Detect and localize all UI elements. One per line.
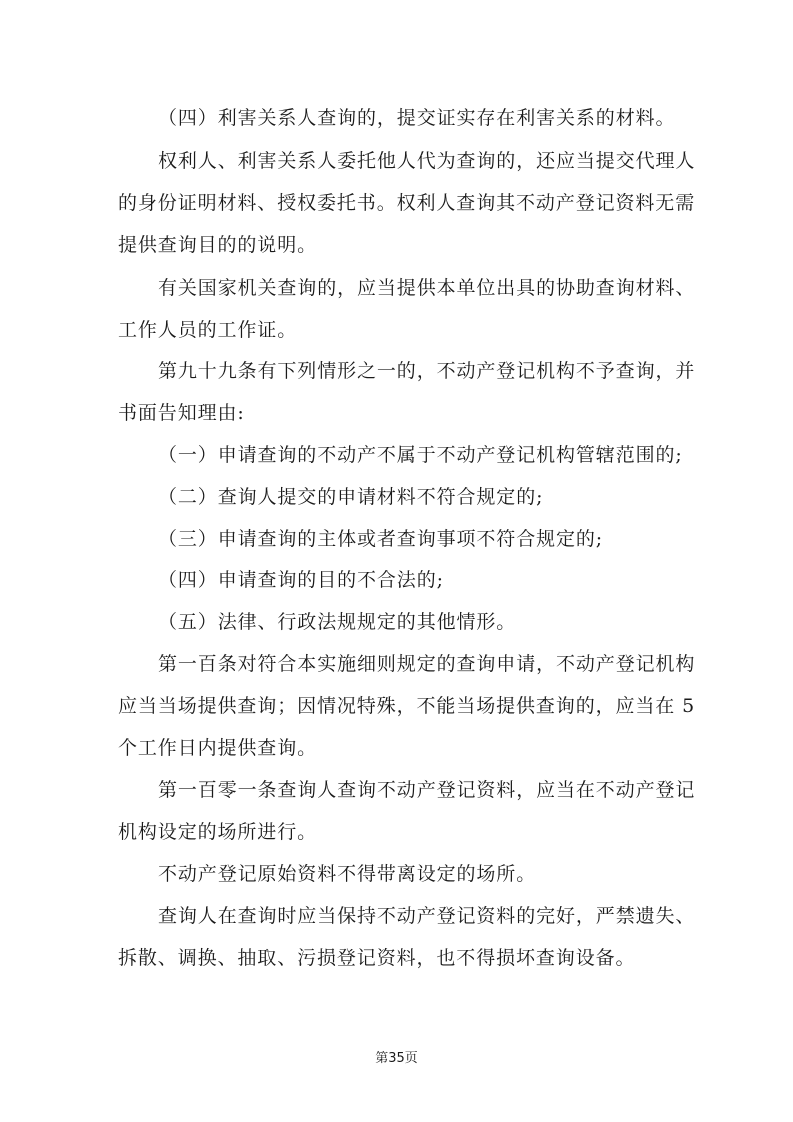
text-line: （四）利害关系人查询的，提交证实存在利害关系的材料。 [158, 107, 676, 129]
text-line: 的身份证明材料、授权委托书。权利人查询其不动产登记资料无需 [118, 192, 696, 214]
text-line: 查询人在查询时应当保持不动产登记资料的完好，严禁遗失、 [158, 905, 696, 927]
text-line: （二）查询人提交的申请材料不符合规定的; [158, 486, 544, 508]
text-line: 权利人、利害关系人委托他人代为查询的，还应当提交代理人 [158, 150, 696, 172]
text-line: 有关国家机关查询的，应当提供本单位出具的协助查询材料、 [158, 277, 696, 299]
text-line: （五）法律、行政法规规定的其他情形。 [158, 611, 517, 633]
text-line: （三）申请查询的主体或者查询事项不符合规定的; [158, 528, 604, 550]
page-number: 第35页 [375, 1051, 418, 1066]
text-line: 个工作日内提供查询。 [118, 737, 318, 759]
text-line: 应当当场提供查询；因情况特殊，不能当场提供查询的，应当在 5 [118, 695, 696, 717]
text-line: 机构设定的场所进行。 [118, 821, 318, 843]
text-line: 第九十九条有下列情形之一的，不动产登记机构不予查询，并 [158, 360, 696, 382]
text-line: 不动产登记原始资料不得带离设定的场所。 [158, 863, 537, 885]
text-line: （一）申请查询的不动产不属于不动产登记机构管辖范围的; [158, 444, 683, 466]
text-line: 书面告知理由: [118, 402, 245, 424]
text-line: 第一百条对符合本实施细则规定的查询申请，不动产登记机构 [158, 653, 696, 675]
text-line: 提供查询目的的说明。 [118, 234, 318, 256]
text-line: 工作人员的工作证。 [118, 319, 298, 341]
text-line: （四）申请查询的目的不合法的; [158, 569, 444, 591]
text-line: 拆散、调换、抽取、污损登记资料，也不得损坏查询设备。 [118, 947, 636, 969]
text-line: 第一百零一条查询人查询不动产登记资料，应当在不动产登记 [158, 779, 696, 801]
